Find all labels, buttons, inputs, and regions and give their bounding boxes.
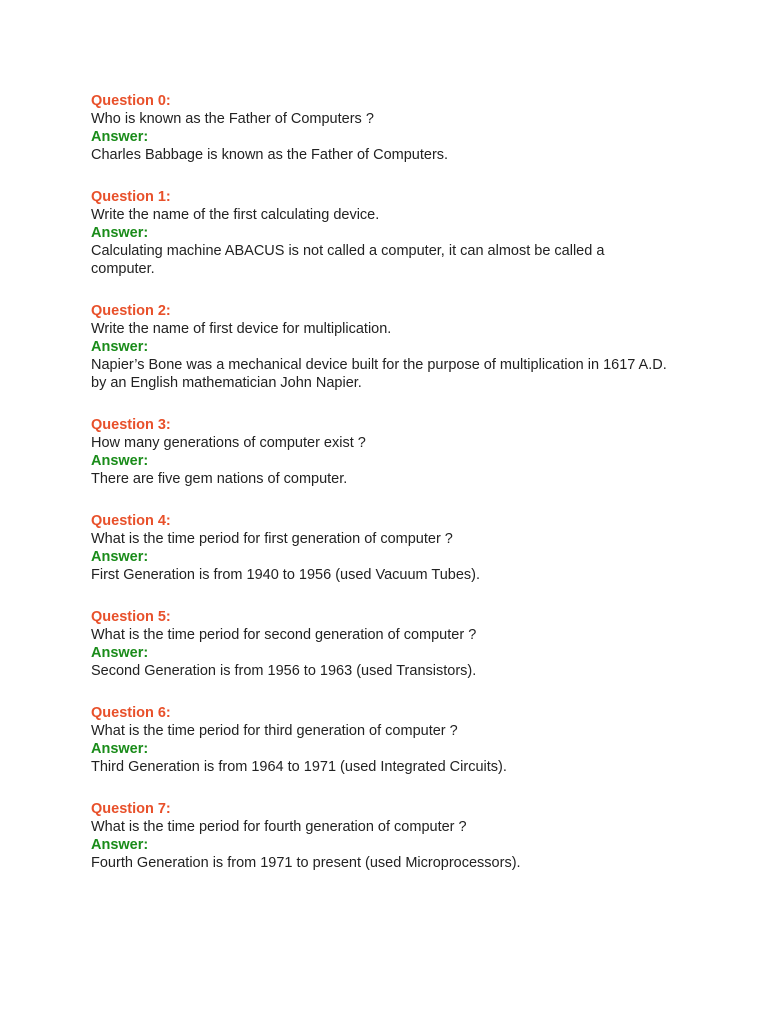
qa-item-1 [91,188,668,278]
qa-item-2 [91,302,668,392]
qa-item-3 [91,416,668,488]
qa-item-0 [91,92,668,164]
question-text: What is the time period for third generation of computer ? [91,723,458,739]
qa-item-5 [91,608,668,680]
question-text: What is the time period for fourth generation of computer ? [91,819,467,835]
question-text: What is the time period for second generation of computer ? [91,627,477,643]
answer-text: Second Generation is from 1956 to 1963 (used Transistors). [91,663,477,679]
question-text: Write the name of first device for multiplication. [91,321,392,337]
answer-text: Calculating machine ABACUS is not called a computer, it can almost be called a computer. [91,243,605,277]
question-label: Question 4: [91,513,171,529]
answer-label: Answer: [91,549,149,565]
question-label: Question 6: [91,705,171,721]
answer-text: Fourth Generation is from 1971 to present (used Microprocessors). [91,855,521,871]
qa-item-4 [91,512,668,584]
question-label: Question 0: [91,93,171,109]
answer-text: There are five gem nations of computer. [91,471,348,487]
question-text: Write the name of the first calculating device. [91,207,380,223]
answer-text: First Generation is from 1940 to 1956 (used Vacuum Tubes). [91,567,481,583]
question-text: What is the time period for first generation of computer ? [91,531,453,547]
answer-label: Answer: [91,837,149,853]
question-text: How many generations of computer exist ? [91,435,366,451]
qa-item-6 [91,704,668,776]
answer-text: Third Generation is from 1964 to 1971 (used Integrated Circuits). [91,759,507,775]
question-label: Question 5: [91,609,171,625]
question-label: Question 1: [91,189,171,205]
answer-label: Answer: [91,645,149,661]
qa-item-7 [91,800,668,872]
answer-label: Answer: [91,225,149,241]
answer-text: Napier’s Bone was a mechanical device built for the purpose of multiplication in 1617 A.D. by an English mathematician John Napier. [91,357,667,391]
answer-label: Answer: [91,129,149,145]
question-label: Question 2: [91,303,171,319]
answer-label: Answer: [91,339,149,355]
question-label: Question 7: [91,801,171,817]
question-text: Who is known as the Father of Computers ? [91,111,374,127]
answer-text: Charles Babbage is known as the Father of Computers. [91,147,449,163]
question-label: Question 3: [91,417,171,433]
answer-label: Answer: [91,741,149,757]
answer-label: Answer: [91,453,149,469]
